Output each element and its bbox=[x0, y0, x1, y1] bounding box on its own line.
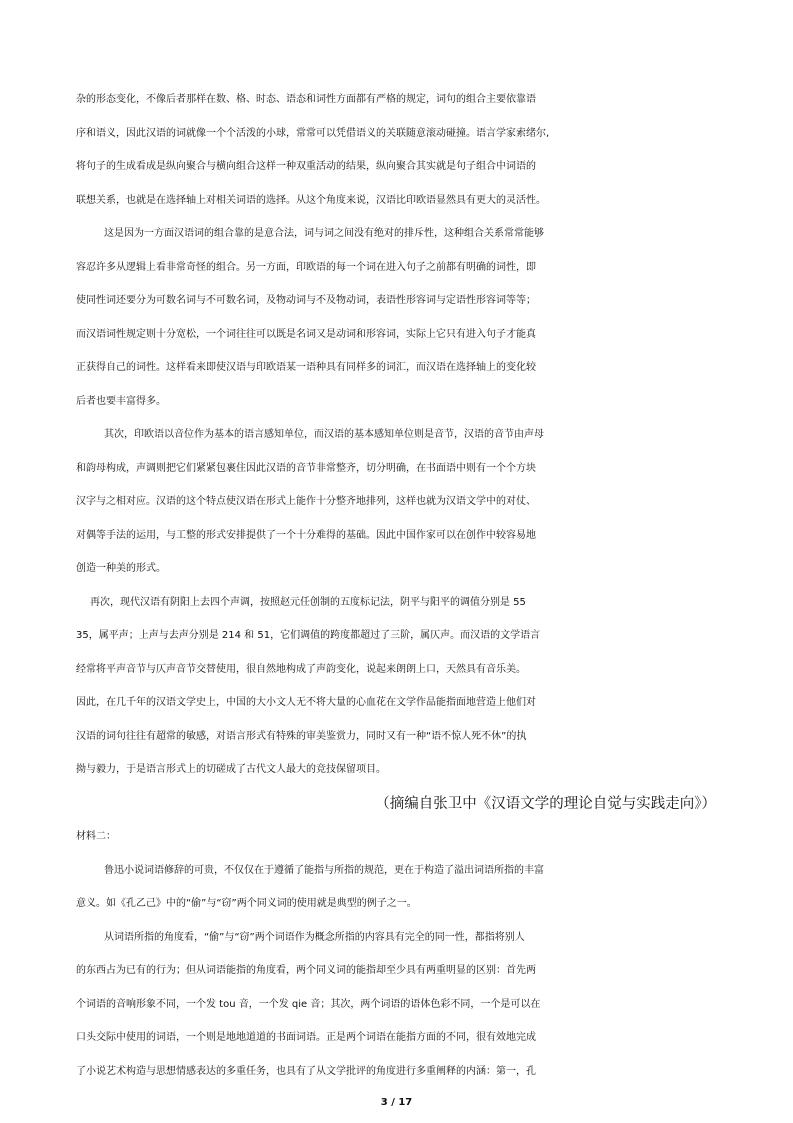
text-line: 而汉语词性规定则十分宽松，一个词往往可以既是名词又是动词和形容词，实际上它只有进入句子才能真 bbox=[76, 329, 536, 340]
text-line: 容忍许多从逻辑上看非常奇怪的组合。另一方面，印欧语的每一个词在进入句子之前都有明确的词性，即 bbox=[76, 262, 536, 273]
text-line: 35，属平声；上声与去声分别是 214 和 51，它们调值的跨度都超过了三阶，属仄声。而汉语的文学语言 bbox=[76, 630, 541, 641]
text-line: 个词语的音响形象不同，一个发 tou 音，一个发 qie 音；其次，两个词语的语体色彩不同，一个是可以在 bbox=[76, 999, 541, 1010]
text-line: 使同性词还要分为可数名词与不可数名词，及物动词与不及物动词，表语性形容词与定语性形容词等等； bbox=[76, 295, 536, 306]
text-line: 序和语义，因此汉语的词就像一个个活泼的小球，常常可以凭借语义的关联随意滚动碰撞。语言学家索绪尔, bbox=[76, 128, 550, 139]
text-line: 从词语所指的角度看，“偷”与“窃”两个词语作为概念所指的内容具有完全的同一性，都指将别人 bbox=[104, 932, 525, 943]
text-line: 鲁迅小说词语修辞的可贵，不仅仅在于遵循了能指与所指的规范，更在于构造了溢出词语所指的丰富 bbox=[104, 865, 544, 876]
text-line: 创造一种美的形式。 bbox=[76, 563, 166, 574]
text-line: 联想关系，也就是在选择轴上对相关词语的选择。从这个角度来说，汉语比印欧语显然具有更大的灵活性。 bbox=[76, 195, 546, 206]
text-line: 对偶等手法的运用，与工整的形式安排提供了一个十分难得的基础。因此中国作家可以在创作中较容易地 bbox=[76, 530, 536, 541]
text-line: 杂的形态变化，不像后者那样在数、格、时态、语态和词性方面都有严格的规定，词句的组合主要依靠语 bbox=[76, 94, 536, 105]
text-line: 正获得自己的词性。这样看来即使汉语与印欧语某一语种具有同样多的词汇，而汉语在选择轴上的变化较 bbox=[76, 362, 536, 373]
text-line: 将句子的生成看成是纵向聚合与横向组合这样一种双重活动的结果，纵向聚合其实就是句子组合中词语的 bbox=[76, 161, 536, 172]
text-line: 经常将平声音节与仄声音节交替使用，很自然地构成了声韵变化，说起来朗朗上口，天然具有音乐美。 bbox=[76, 664, 526, 675]
text-line: 意义。如《孔乙己》中的“偷”与“窃”两个同义词的使用就是典型的例子之一。 bbox=[76, 898, 417, 909]
source-citation: （摘编自张卫中《汉语文学的理论自觉与实践走向》） bbox=[375, 796, 716, 812]
text-line: 拗与毅力，于是语言形式上的切磋成了古代文人最大的竞技保留项目。 bbox=[76, 764, 386, 775]
text-line: 因此，在几千年的汉语文学史上，中国的大小文人无不将大量的心血花在文学作品能指面地营造上他们对 bbox=[76, 697, 536, 708]
text-line: 这是因为一方面汉语词的组合靠的是意合法，词与词之间没有绝对的排斥性，这种组合关系常常能够 bbox=[104, 228, 544, 239]
text-line: 了小说艺术构造与思想情感表达的多重任务，也具有了从文学批评的角度进行多重阐释的内涵：第一，孔 bbox=[76, 1066, 536, 1077]
text-line: 口头交际中使用的词语，一个则是地地道道的书面词语。正是两个词语在能指方面的不同，很有效地完成 bbox=[76, 1032, 536, 1043]
text-line: 再次，现代汉语有阴阳上去四个声调，按照赵元任创制的五度标记法，阴平与阳平的调值分别是 55 bbox=[90, 597, 526, 608]
text-line: 汉语的词句往往有超常的敏感，对语言形式有特殊的审美鉴赏力，同时又有一种“语不惊人死不休”的执 bbox=[76, 731, 527, 742]
text-line: 其次，印欧语以音位作为基本的语言感知单位，而汉语的基本感知单位则是音节，汉语的音节由声母 bbox=[104, 429, 544, 440]
text-line: 汉字与之相对应。汉语的这个特点使汉语在形式上能作十分整齐地排列，这样也就为汉语文学中的对仗、 bbox=[76, 496, 536, 507]
text-line: 和韵母构成，声调则把它们紧紧包裹住因此汉语的音节非常整齐，切分明确，在书面语中则有一个个方块 bbox=[76, 463, 536, 474]
page-number: 3 / 17 bbox=[380, 1097, 413, 1108]
text-line: 的东西占为已有的行为；但从词语能指的角度看，两个同义词的能指却至少具有两重明显的区别：首先两 bbox=[76, 965, 536, 976]
text-line: 后者也要丰富得多。 bbox=[76, 396, 166, 407]
section-heading: 材料二： bbox=[76, 831, 116, 842]
